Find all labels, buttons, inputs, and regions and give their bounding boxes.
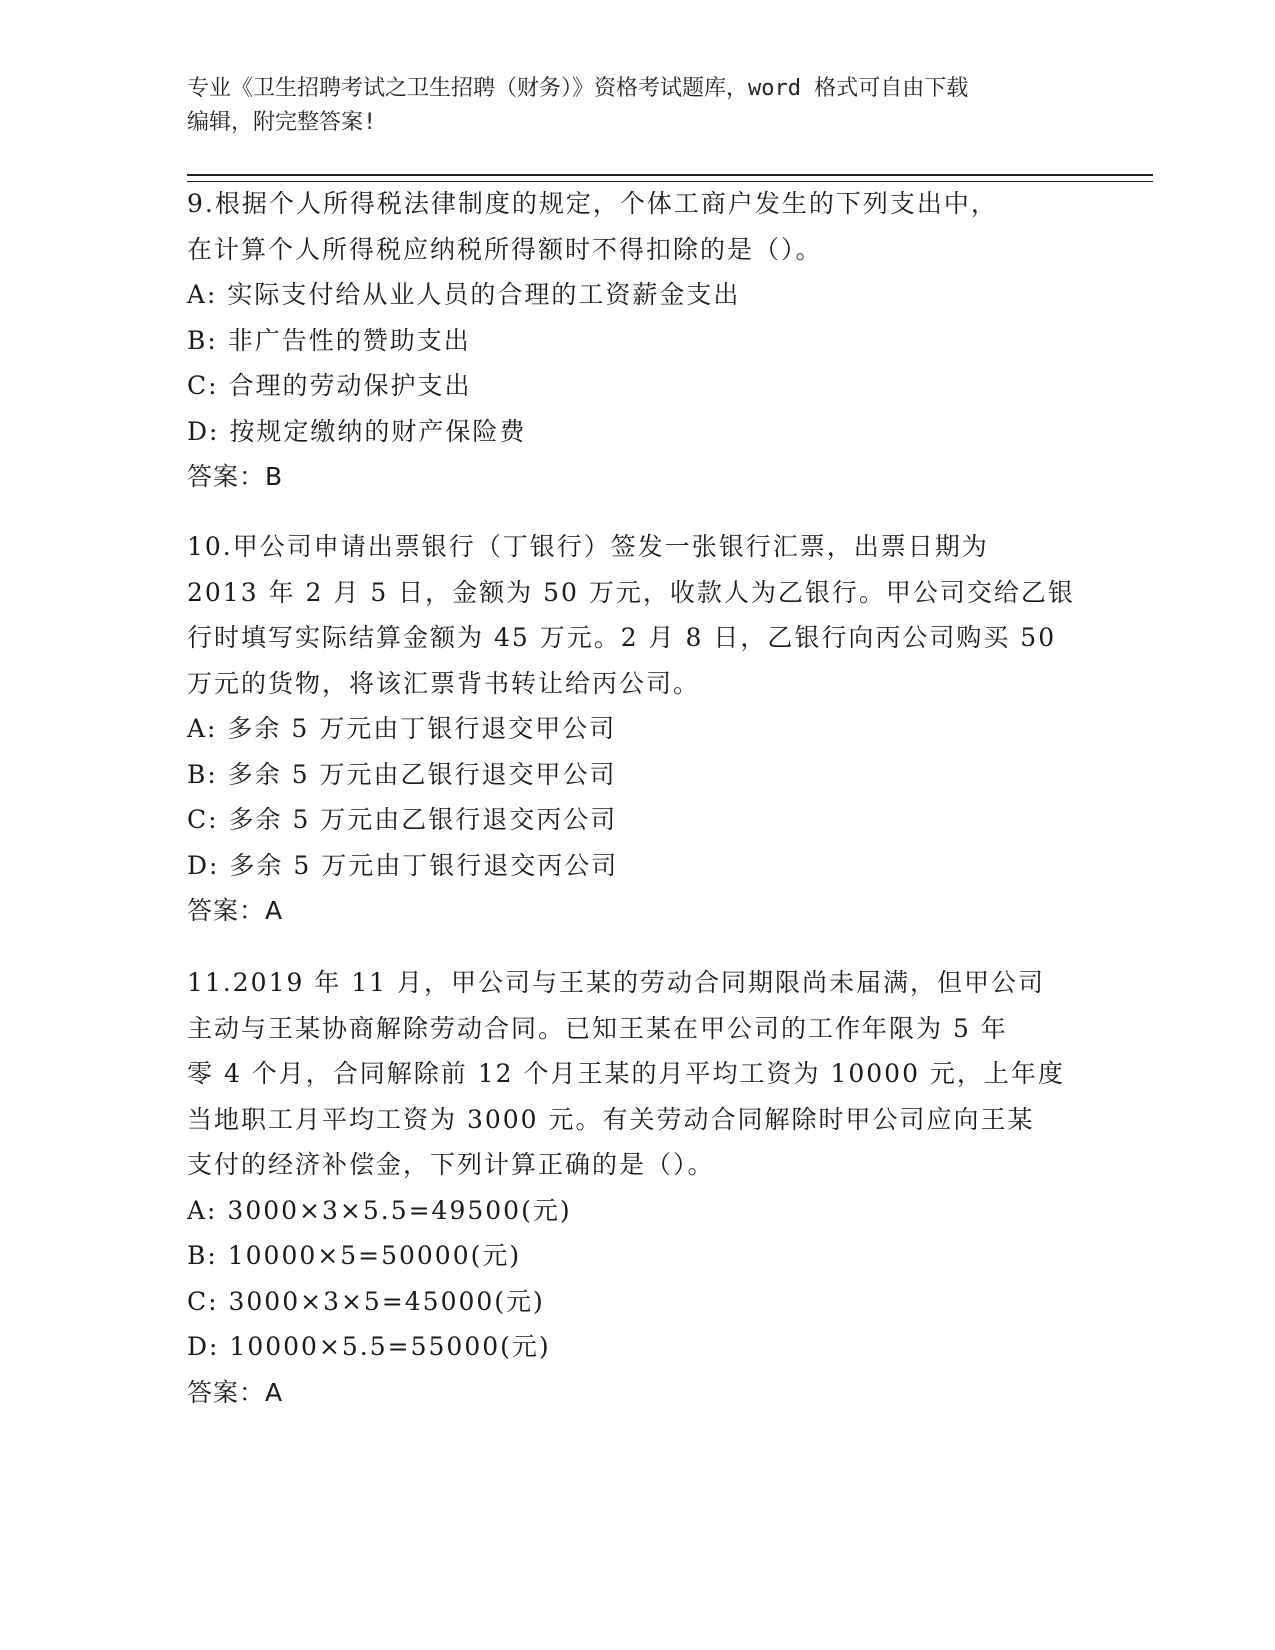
header-divider-thick	[187, 174, 1153, 176]
answer: 答案：A	[187, 1377, 284, 1407]
option-d: D: 按规定缴纳的财产保险费	[187, 416, 527, 446]
option-d: D: 多余 5 万元由丁银行退交丙公司	[187, 850, 619, 880]
document-header	[187, 72, 1067, 140]
option-d: D: 10000×5.5=55000(元)	[187, 1332, 551, 1361]
question-stem-line: 在计算个人所得税应纳税所得额时不得扣除的是（）。	[187, 234, 823, 264]
option-c: C: 合理的劳动保护支出	[187, 371, 472, 400]
option-b: B: 10000×5=50000(元)	[187, 1241, 522, 1270]
answer: 答案：A	[187, 896, 284, 925]
question-stem-line: 2013 年 2 月 5 日，金额为 50 万元，收款人为乙银行。甲公司交给乙银	[187, 577, 1075, 607]
question-stem-line: 11.2019 年 11 月，甲公司与王某的劳动合同期限尚未届满，但甲公司	[187, 968, 1046, 997]
option-a: A: 实际支付给从业人员的合理的工资薪金支出	[187, 280, 741, 309]
header-line-2: 编辑，附完整答案!	[187, 110, 377, 135]
header-line-1: 专业《卫生招聘考试之卫生招聘（财务）》资格考试题库，word 格式可自由下载	[187, 76, 969, 101]
option-b: B: 非广告性的赞助支出	[187, 325, 471, 355]
question-stem-line: 当地职工月平均工资为 3000 元。有关劳动合同解除时甲公司应向王某	[187, 1104, 1035, 1134]
option-c: C: 多余 5 万元由乙银行退交丙公司	[187, 805, 618, 834]
question-stem-line: 10.甲公司申请出票银行（丁银行）签发一张银行汇票，出票日期为	[187, 532, 989, 561]
option-c: C: 3000×3×5=45000(元)	[187, 1286, 545, 1316]
question-9	[187, 181, 1087, 500]
question-stem-line: 支付的经济补偿金，下列计算正确的是（）。	[187, 1150, 715, 1179]
question-stem-line: 万元的货物，将该汇票背书转让给丙公司。	[187, 668, 701, 698]
question-stem-line: 行时填写实际结算金额为 45 万元。2 月 8 日，乙银行向丙公司购买 50	[187, 623, 1057, 652]
option-a: A: 3000×3×5.5=49500(元)	[187, 1195, 572, 1225]
option-a: A: 多余 5 万元由丁银行退交甲公司	[187, 714, 617, 743]
question-11	[187, 960, 1087, 1415]
answer: 答案：B	[187, 462, 284, 491]
question-stem-line: 主动与王某协商解除劳动合同。已知王某在甲公司的工作年限为 5 年	[187, 1013, 1008, 1043]
option-b: B: 多余 5 万元由乙银行退交甲公司	[187, 759, 617, 789]
question-stem-line: 9.根据个人所得税法律制度的规定，个体工商户发生的下列支出中，	[187, 189, 998, 218]
question-10	[187, 524, 1087, 934]
question-stem-line: 零 4 个月，合同解除前 12 个月王某的月平均工资为 10000 元，上年度	[187, 1059, 1065, 1088]
